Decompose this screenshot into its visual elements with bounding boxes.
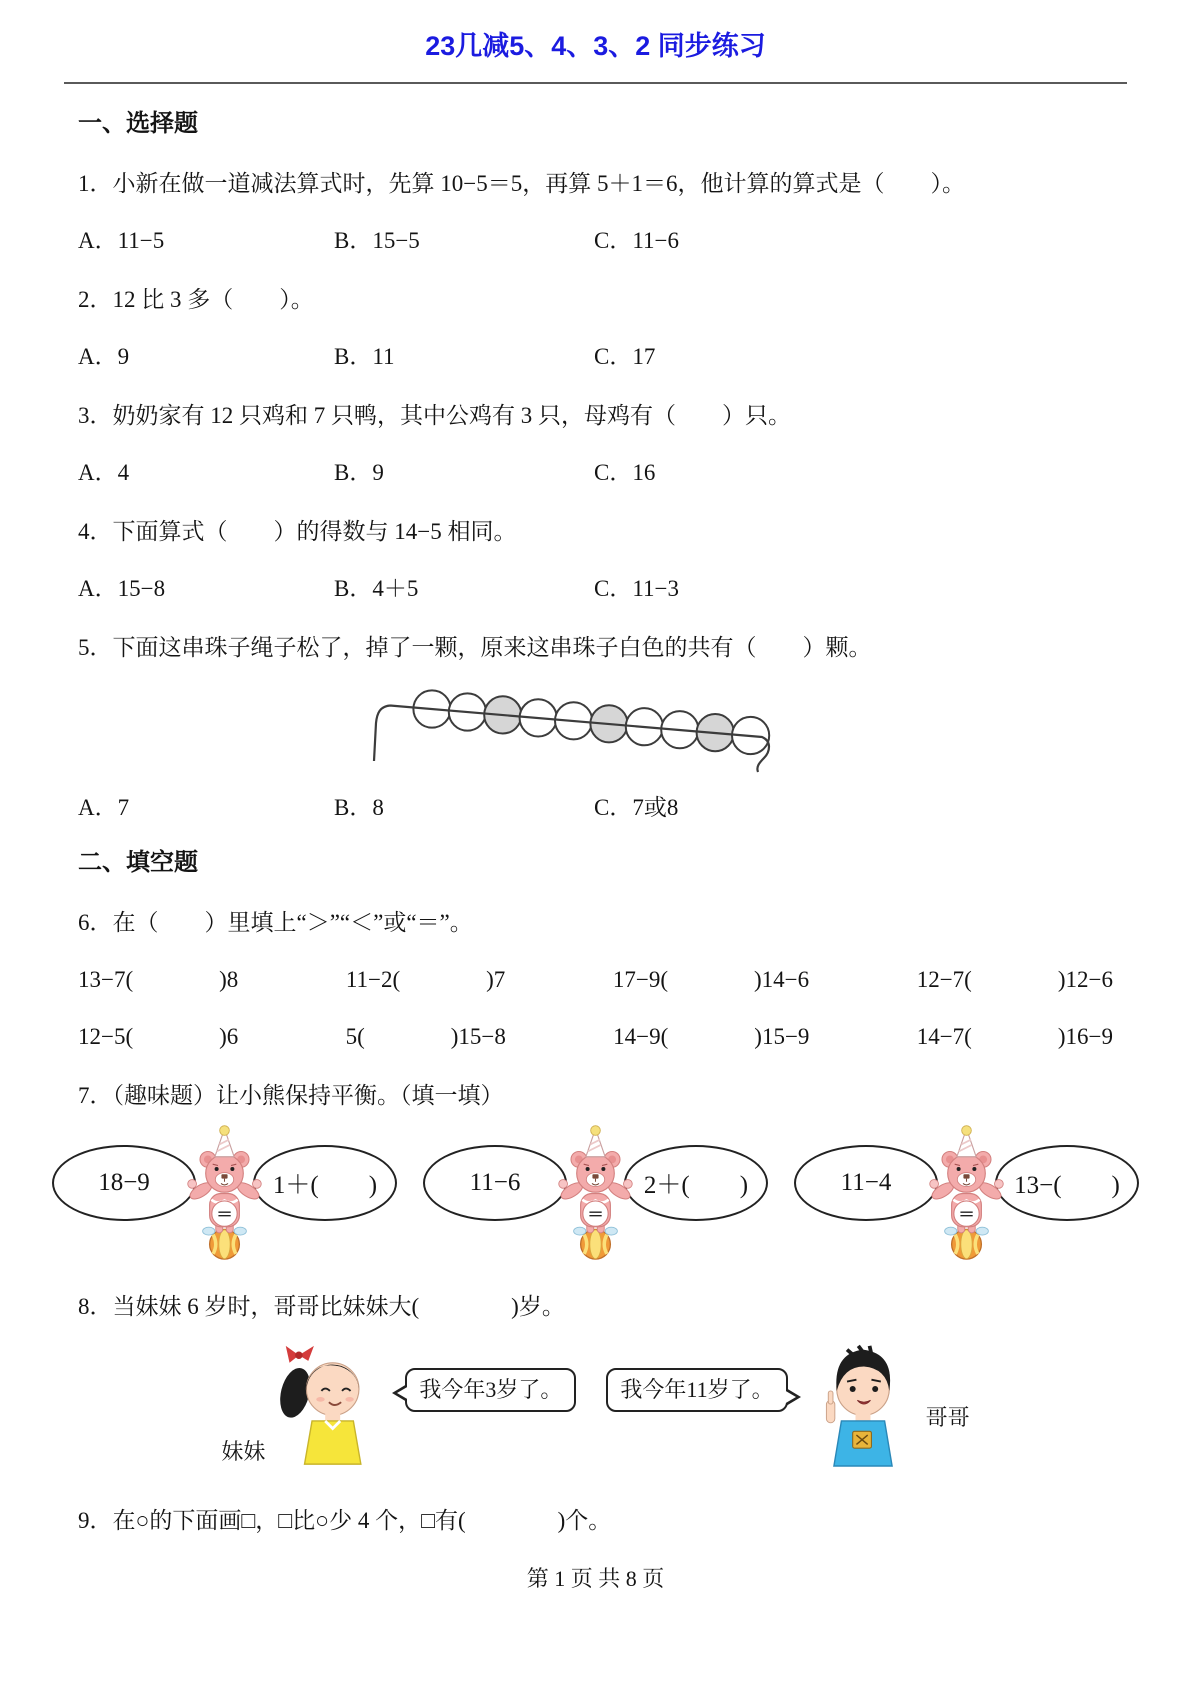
q1-option-c: C．11−6 xyxy=(594,228,679,253)
question-9: 9．在○的下面画□，□比○少 4 个，□有( )个。 xyxy=(78,1508,612,1533)
q3-option-a: A．4 xyxy=(78,460,130,485)
bear1-left-oval: 18−9 xyxy=(52,1145,196,1221)
sister-speech-bubble: 我今年3岁了。 xyxy=(405,1368,576,1412)
brother-speech-bubble: 我今年11岁了。 xyxy=(606,1368,787,1412)
question-2: 2．12 比 3 多（ ）。 xyxy=(78,287,314,312)
q3-option-b: B．9 xyxy=(334,460,384,485)
section-one-heading: 一、选择题 xyxy=(78,111,198,137)
bear2-right-oval: 2＋( ) xyxy=(624,1145,768,1221)
bear1-right-oval: 1＋( ) xyxy=(253,1145,397,1221)
q2-option-a: A．9 xyxy=(78,344,130,369)
q1-option-a: A．11−5 xyxy=(78,228,165,253)
brother-illustration xyxy=(802,1330,924,1480)
sister-label: 妹妹 xyxy=(221,1439,266,1464)
page-number: 第 1 页 共 8 页 xyxy=(526,1566,665,1591)
q5-option-c: C．7或8 xyxy=(594,795,679,820)
q4-option-c: C．11−3 xyxy=(594,576,679,601)
question-6: 6．在（ ）里填上“＞”“＜”或“＝”。 xyxy=(78,910,473,935)
compare-item: 13−7( )8 xyxy=(78,967,239,992)
question-4: 4．下面算式（ ）的得数与 14−5 相同。 xyxy=(78,519,517,544)
brother-label: 哥哥 xyxy=(925,1405,970,1430)
bead-string-figure xyxy=(78,669,1113,779)
bear3-right-oval: 13−( ) xyxy=(995,1145,1139,1221)
compare-item: 12−7( )12−6 xyxy=(916,967,1113,992)
q3-option-c: C．16 xyxy=(594,460,656,485)
compare-item: 11−2( )7 xyxy=(345,967,506,992)
bear3-left-oval: 11−4 xyxy=(794,1145,938,1221)
bear-balance-figure xyxy=(78,1115,1120,1272)
teddy-bear-icon xyxy=(172,1115,277,1272)
bear-balance-3 xyxy=(794,1115,1139,1272)
compare-item: 12−5( )6 xyxy=(78,1024,239,1049)
q1-option-b: B．15−5 xyxy=(334,228,420,253)
q5-option-b: B．8 xyxy=(334,795,384,820)
question-1: 1．小新在做一道减法算式时，先算 10−5＝5，再算 5＋1＝6，他计算的算式是（ ）。 xyxy=(78,171,965,196)
bear2-left-oval: 11−6 xyxy=(423,1145,567,1221)
bead-string-illustration xyxy=(360,669,792,773)
question-6-row-2 xyxy=(78,1022,1113,1052)
compare-item: 14−9( )15−9 xyxy=(613,1024,810,1049)
equals-sign: ＝ xyxy=(958,1204,975,1224)
teddy-bear-icon xyxy=(543,1115,648,1272)
equals-sign: ＝ xyxy=(216,1204,233,1224)
sister-illustration xyxy=(267,1330,389,1480)
question-6-row-1 xyxy=(78,965,1113,995)
q4-option-a: A．15−8 xyxy=(78,576,166,601)
question-3: 3．奶奶家有 12 只鸡和 7 只鸭，其中公鸡有 3 只，母鸡有（ ）只。 xyxy=(78,403,791,428)
compare-item: 5( )15−8 xyxy=(345,1024,506,1049)
question-4-options xyxy=(78,574,1113,604)
compare-item: 17−9( )14−6 xyxy=(612,967,810,992)
question-7: 7．（趣味题）让小熊保持平衡。（填一填） xyxy=(78,1083,504,1108)
equals-sign: ＝ xyxy=(587,1204,604,1224)
q4-option-b: B．4＋5 xyxy=(334,576,419,601)
bear-balance-2 xyxy=(423,1115,768,1272)
q5-option-a: A．7 xyxy=(78,795,130,820)
question-3-options xyxy=(78,458,1113,488)
question-5-options xyxy=(78,793,1113,823)
question-1-options xyxy=(78,226,1113,256)
page-title: 23几减5、4、3、2 同步练习 xyxy=(425,31,766,61)
siblings-figure xyxy=(78,1330,1113,1480)
bear-balance-1 xyxy=(52,1115,397,1272)
question-8: 8．当妹妹 6 岁时，哥哥比妹妹大( )岁。 xyxy=(78,1294,565,1319)
q2-option-b: B．11 xyxy=(334,344,395,369)
teddy-bear-icon xyxy=(914,1115,1019,1272)
compare-item: 14−7( )16−9 xyxy=(916,1024,1113,1049)
question-2-options xyxy=(78,342,1113,372)
q2-option-c: C．17 xyxy=(594,344,656,369)
title-divider xyxy=(64,82,1127,84)
section-two-heading: 二、填空题 xyxy=(78,850,198,876)
question-5: 5．下面这串珠子绳子松了，掉了一颗，原来这串珠子白色的共有（ ）颗。 xyxy=(78,635,872,660)
